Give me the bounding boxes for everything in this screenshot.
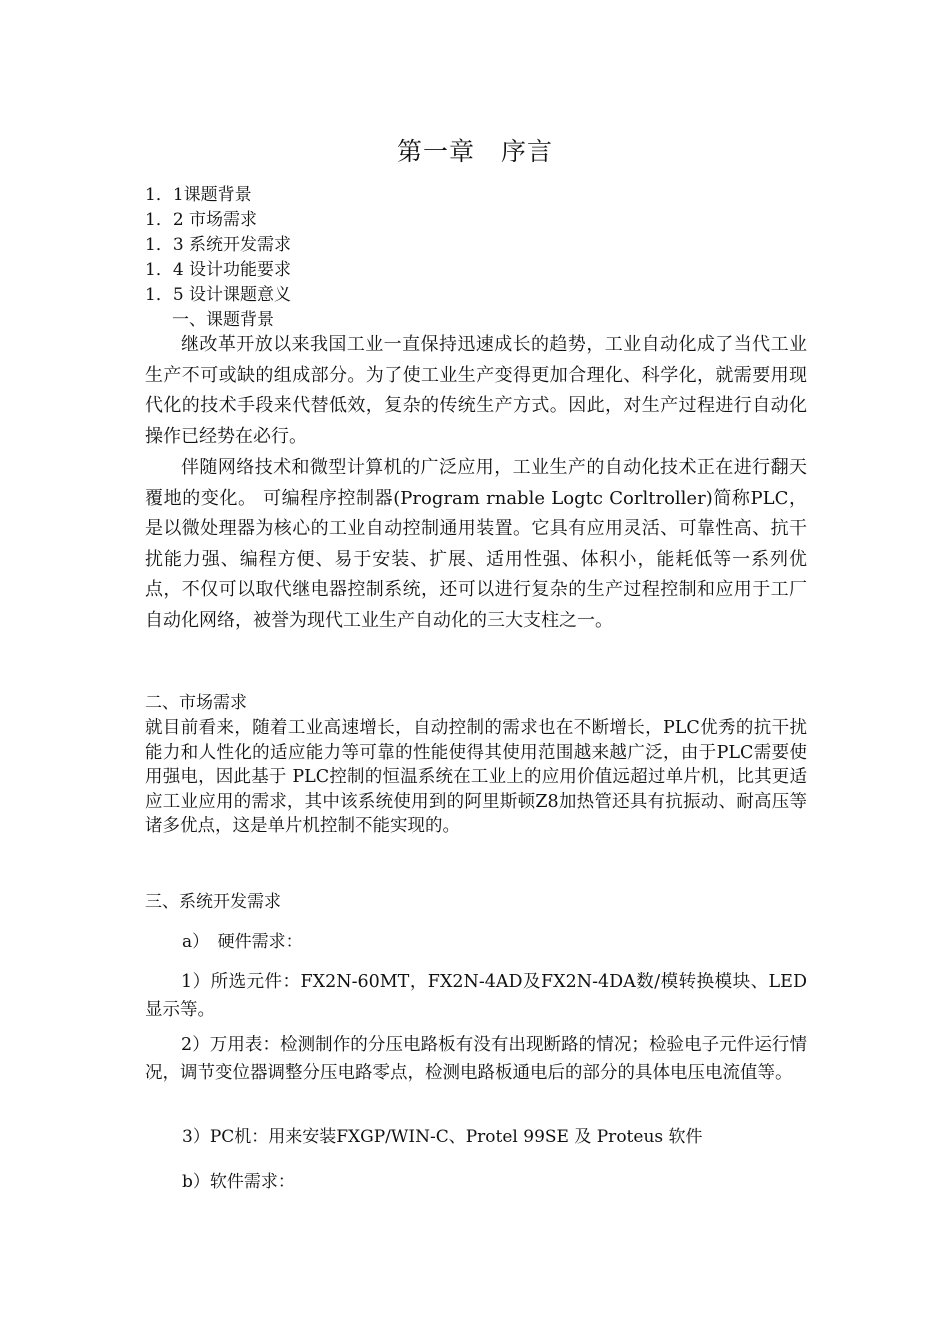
software-heading: b）软件需求： [182,1172,295,1192]
table-of-contents [145,183,291,308]
paragraph-market: 就目前看来，随着工业高速增长，自动控制的需求也在不断增长，PLC优秀的抗干扰能力和人性化的适应能力等可靠的性能使得其使用范围越来越广泛，由于PLC需要使用强电，因此基于 PLC控制的恒温系统在工业上的应用价值远超过单片机，比其更适应工业应用的需求，其中该系统使用到的阿里斯顿Z8加热管还具有抗振动、耐高压等诸多优点，这是单片机控制不能实现的。 [145,718,807,836]
hardware-item-3: 3）PC机：用来安装FXGP/WIN-C、Protel 99SE 及 Proteus 软件 [182,1127,703,1147]
section-heading-market: 二、市场需求 [145,693,247,713]
toc-item: 1．2 市场需求 [145,210,258,230]
toc-item: 1．4 设计功能要求 [145,260,292,280]
paragraph-background-2: 伴随网络技术和微型计算机的广泛应用，工业生产的自动化技术正在进行翻天覆地的变化。 可编程序控制器(Program rnable Logtc Corltroller)简称PLC，是以微处理器为核心的工业自动控制通用装置。它具有应用灵活、可靠性高、抗干扰能力强、编程方便、易于安装、扩展、适用性强、体积小，能耗低等一系列优点，不仅可以取代继电器控制系统，还可以进行复杂的生产过程控制和应用于工厂自动化网络，被誉为现代工业生产自动化的三大支柱之一。 [145,457,807,631]
section-heading-system: 三、系统开发需求 [145,892,281,912]
section-heading-background: 一、课题背景 [172,310,274,330]
hardware-item-2: 2）万用表：检测制作的分压电路板有没有出现断路的情况；检验电子元件运行情况，调节变位器调整分压电路零点，检测电路板通电后的部分的具体电压电流值等。 [145,1035,807,1083]
toc-item: 1．3 系统开发需求 [145,235,292,255]
toc-item: 1．5 设计课题意义 [145,285,292,305]
paragraph-background-1: 继改革开放以来我国工业一直保持迅速成长的趋势，工业自动化成了当代工业生产不可或缺的组成部分。为了使工业生产变得更加合理化、科学化，就需要用现代化的技术手段来代替低效，复杂的传统生产方式。因此，对生产过程进行自动化操作已经势在必行。 [145,334,807,447]
hardware-item-1: 1）所选元件：FX2N-60MT，FX2N-4AD及FX2N-4DA数/模转换模块、LED显示等。 [145,972,807,1020]
chapter-title: 第一章 序言 [396,137,553,166]
hardware-heading: a） 硬件需求： [182,932,303,952]
toc-item: 1．1课题背景 [145,185,252,205]
